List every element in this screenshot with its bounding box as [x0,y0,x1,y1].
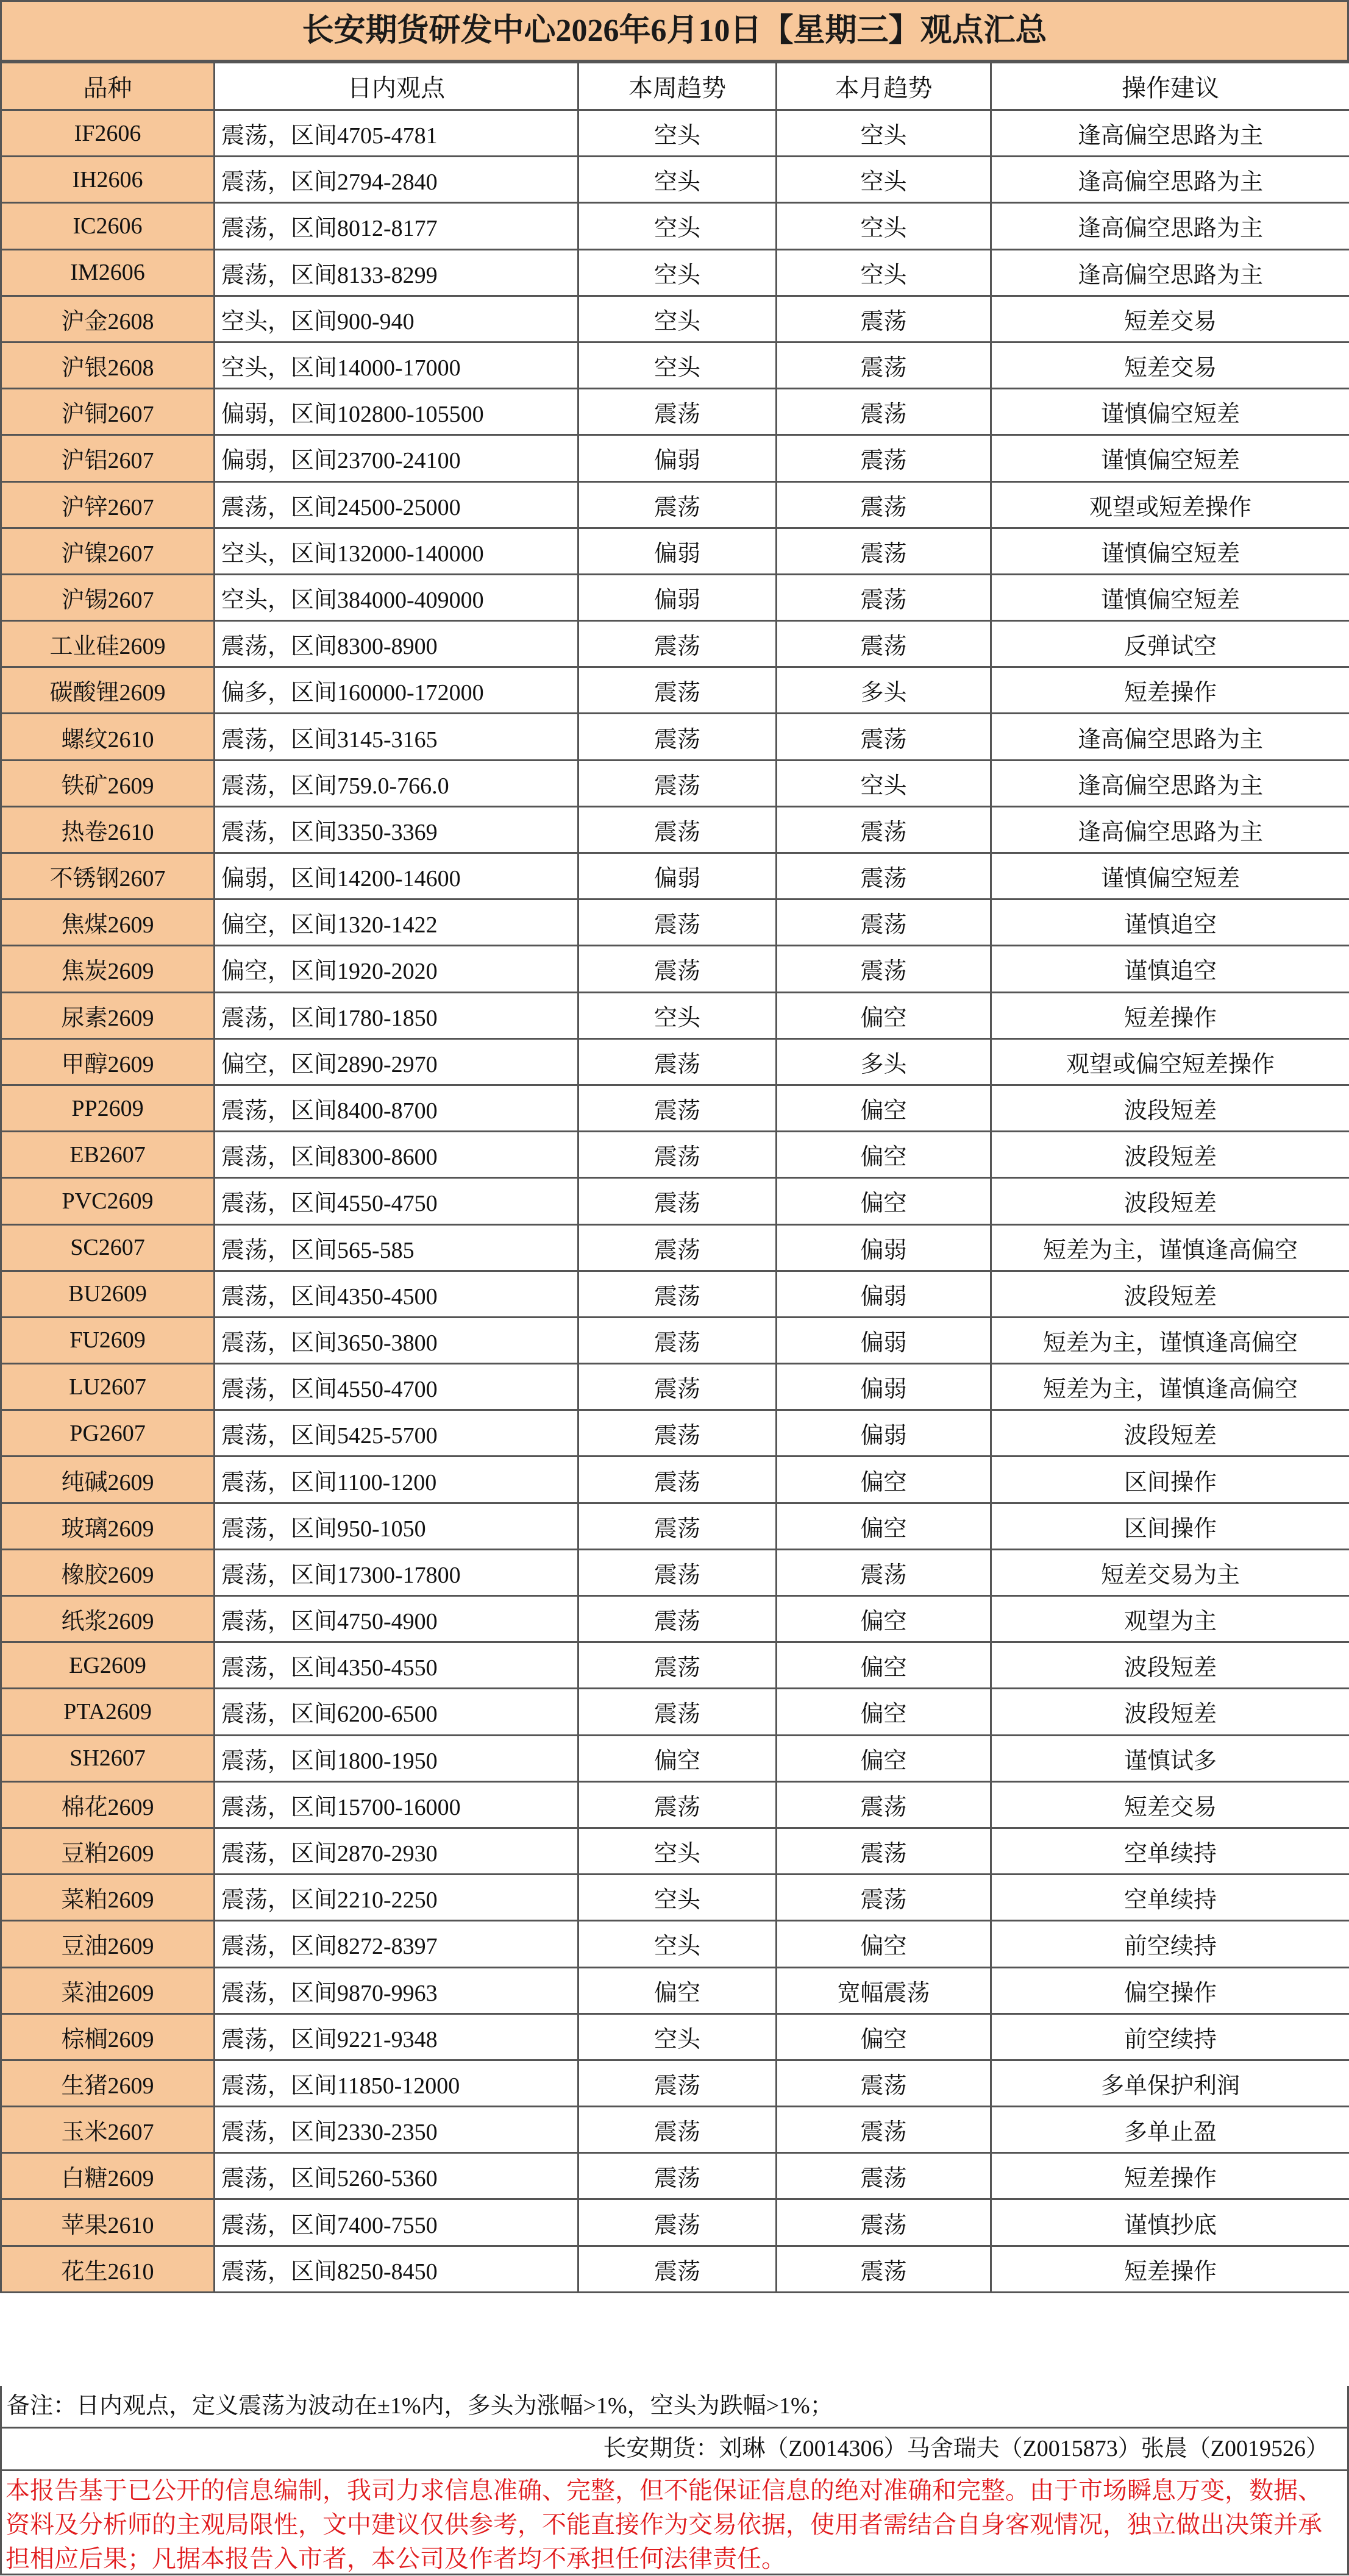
cell-monthly-trend: 偏空 [777,1689,991,1735]
cell-monthly-trend: 空头 [777,110,991,157]
cell-operation-advice: 谨慎试多 [991,1735,1349,1781]
cell-intraday-view: 震荡，区间8250-8450 [215,2246,578,2292]
cell-variety: 沪锌2607 [1,481,215,528]
table-row [1,2014,1349,2060]
cell-operation-advice: 谨慎抄底 [991,2199,1349,2246]
cell-operation-advice: 短差交易 [991,296,1349,342]
cell-weekly-trend: 震荡 [578,2107,777,2153]
cell-variety: 橡胶2609 [1,1549,215,1595]
cell-monthly-trend: 偏空 [777,1457,991,1503]
cell-intraday-view: 震荡，区间8400-8700 [215,1085,578,1131]
cell-monthly-trend: 偏弱 [777,1317,991,1363]
cell-operation-advice: 短差交易 [991,1781,1349,1828]
cell-intraday-view: 震荡，区间4350-4550 [215,1642,578,1689]
cell-intraday-view: 偏空，区间1320-1422 [215,899,578,946]
cell-intraday-view: 偏弱，区间23700-24100 [215,435,578,481]
cell-variety: PVC2609 [1,1178,215,1224]
cell-variety: 白糖2609 [1,2153,215,2199]
cell-operation-advice: 反弹试空 [991,621,1349,667]
header-weekly-trend: 本周趋势 [578,63,777,110]
cell-weekly-trend: 震荡 [578,760,777,806]
cell-weekly-trend: 空头 [578,1875,777,1921]
cell-weekly-trend: 震荡 [578,667,777,714]
cell-monthly-trend: 偏空 [777,1085,991,1131]
cell-operation-advice: 短差操作 [991,2246,1349,2292]
cell-monthly-trend: 空头 [777,203,991,249]
cell-weekly-trend: 偏弱 [578,528,777,574]
views-table-body [1,63,1349,2293]
cell-monthly-trend: 震荡 [777,806,991,853]
table-row [1,946,1349,992]
cell-intraday-view: 震荡，区间759.0-766.0 [215,760,578,806]
cell-variety: LU2607 [1,1364,215,1410]
cell-variety: 尿素2609 [1,992,215,1038]
cell-monthly-trend: 偏空 [777,992,991,1038]
header-monthly-trend: 本月趋势 [777,63,991,110]
table-row [1,2153,1349,2199]
table-row [1,2060,1349,2106]
cell-operation-advice: 短差为主，谨慎逢高偏空 [991,1364,1349,1410]
cell-operation-advice: 逢高偏空思路为主 [991,714,1349,760]
cell-variety: 工业硅2609 [1,621,215,667]
cell-operation-advice: 波段短差 [991,1410,1349,1457]
cell-monthly-trend: 空头 [777,760,991,806]
cell-variety: PP2609 [1,1085,215,1131]
cell-monthly-trend: 震荡 [777,528,991,574]
cell-weekly-trend: 震荡 [578,1271,777,1317]
cell-operation-advice: 区间操作 [991,1503,1349,1549]
cell-weekly-trend: 空头 [578,157,777,203]
cell-variety: EB2607 [1,1132,215,1178]
cell-weekly-trend: 空头 [578,1921,777,1967]
cell-monthly-trend: 震荡 [777,1549,991,1595]
cell-variety: FU2609 [1,1317,215,1363]
table-row [1,2107,1349,2153]
cell-intraday-view: 震荡，区间8012-8177 [215,203,578,249]
cell-operation-advice: 区间操作 [991,1457,1349,1503]
table-row [1,899,1349,946]
table-row [1,621,1349,667]
cell-monthly-trend: 震荡 [777,853,991,899]
table-row [1,1921,1349,1967]
cell-weekly-trend: 偏弱 [578,853,777,899]
cell-operation-advice: 前空续持 [991,1921,1349,1967]
cell-intraday-view: 空头，区间132000-140000 [215,528,578,574]
cell-monthly-trend: 偏弱 [777,1224,991,1271]
cell-operation-advice: 谨慎偏空短差 [991,574,1349,620]
cell-weekly-trend: 震荡 [578,1317,777,1363]
cell-weekly-trend: 震荡 [578,806,777,853]
cell-variety: 碳酸锂2609 [1,667,215,714]
cell-intraday-view: 震荡，区间2870-2930 [215,1828,578,1874]
cell-operation-advice: 波段短差 [991,1132,1349,1178]
table-row [1,249,1349,296]
table-row [1,528,1349,574]
cell-weekly-trend: 震荡 [578,1596,777,1642]
cell-monthly-trend: 空头 [777,157,991,203]
cell-variety: 螺纹2610 [1,714,215,760]
table-row [1,1967,1349,2014]
cell-variety: 纯碱2609 [1,1457,215,1503]
cell-weekly-trend: 空头 [578,110,777,157]
cell-variety: IM2606 [1,249,215,296]
cell-monthly-trend: 震荡 [777,342,991,388]
table-row [1,1503,1349,1549]
cell-weekly-trend: 空头 [578,203,777,249]
cell-monthly-trend: 偏空 [777,1503,991,1549]
cell-operation-advice: 逢高偏空思路为主 [991,806,1349,853]
table-row [1,1642,1349,1689]
table-row [1,110,1349,157]
cell-intraday-view: 震荡，区间3650-3800 [215,1317,578,1363]
table-row [1,1875,1349,1921]
cell-operation-advice: 逢高偏空思路为主 [991,157,1349,203]
cell-operation-advice: 谨慎追空 [991,946,1349,992]
table-row [1,1178,1349,1224]
cell-operation-advice: 短差操作 [991,2153,1349,2199]
cell-variety: 苹果2610 [1,2199,215,2246]
table-row [1,342,1349,388]
cell-intraday-view: 震荡，区间2330-2350 [215,2107,578,2153]
cell-monthly-trend: 震荡 [777,2246,991,2292]
table-row [1,1085,1349,1131]
cell-operation-advice: 空单续持 [991,1828,1349,1874]
table-row [1,481,1349,528]
cell-intraday-view: 震荡，区间8300-8600 [215,1132,578,1178]
table-row [1,1549,1349,1595]
cell-intraday-view: 偏空，区间1920-2020 [215,946,578,992]
cell-variety: 不锈钢2607 [1,853,215,899]
cell-variety: SH2607 [1,1735,215,1781]
cell-weekly-trend: 震荡 [578,389,777,435]
cell-variety: 菜粕2609 [1,1875,215,1921]
cell-operation-advice: 波段短差 [991,1642,1349,1689]
cell-variety: 纸浆2609 [1,1596,215,1642]
analyst-credits: 长安期货：刘琳（Z0014306）马舍瑞夫（Z0015873）张晨（Z0019526） [0,2429,1349,2471]
table-row [1,667,1349,714]
cell-intraday-view: 震荡，区间17300-17800 [215,1549,578,1595]
cell-weekly-trend: 震荡 [578,899,777,946]
cell-monthly-trend: 震荡 [777,621,991,667]
cell-weekly-trend: 震荡 [578,1364,777,1410]
cell-monthly-trend: 震荡 [777,1875,991,1921]
table-row [1,1689,1349,1735]
table-row [1,2199,1349,2246]
cell-weekly-trend: 震荡 [578,1178,777,1224]
report-title: 长安期货研发中心2026年6月10日【星期三】观点汇总 [0,0,1349,62]
cell-monthly-trend: 偏空 [777,1178,991,1224]
cell-monthly-trend: 偏空 [777,1735,991,1781]
cell-intraday-view: 震荡，区间1780-1850 [215,992,578,1038]
table-row [1,1132,1349,1178]
cell-intraday-view: 偏多，区间160000-172000 [215,667,578,714]
cell-variety: 棉花2609 [1,1781,215,1828]
cell-monthly-trend: 震荡 [777,2199,991,2246]
cell-operation-advice: 观望或偏空短差操作 [991,1038,1349,1085]
cell-weekly-trend: 偏弱 [578,435,777,481]
cell-intraday-view: 震荡，区间2794-2840 [215,157,578,203]
table-row [1,714,1349,760]
cell-weekly-trend: 空头 [578,249,777,296]
table-row [1,1317,1349,1363]
cell-weekly-trend: 偏弱 [578,574,777,620]
cell-operation-advice: 前空续持 [991,2014,1349,2060]
cell-monthly-trend: 偏弱 [777,1271,991,1317]
table-row [1,1410,1349,1457]
table-row [1,203,1349,249]
cell-intraday-view: 震荡，区间1100-1200 [215,1457,578,1503]
table-row [1,1735,1349,1781]
cell-operation-advice: 谨慎偏空短差 [991,853,1349,899]
table-row [1,760,1349,806]
cell-operation-advice: 波段短差 [991,1085,1349,1131]
cell-intraday-view: 偏空，区间2890-2970 [215,1038,578,1085]
cell-variety: 沪金2608 [1,296,215,342]
cell-variety: EG2609 [1,1642,215,1689]
cell-monthly-trend: 偏空 [777,1132,991,1178]
cell-variety: 花生2610 [1,2246,215,2292]
cell-variety: 豆粕2609 [1,1828,215,1874]
table-row [1,1364,1349,1410]
cell-intraday-view: 震荡，区间9870-9963 [215,1967,578,2014]
cell-weekly-trend: 震荡 [578,1085,777,1131]
cell-monthly-trend: 偏弱 [777,1410,991,1457]
cell-intraday-view: 震荡，区间8272-8397 [215,1921,578,1967]
table-row [1,157,1349,203]
cell-monthly-trend: 宽幅震荡 [777,1967,991,2014]
cell-intraday-view: 震荡，区间4705-4781 [215,110,578,157]
cell-weekly-trend: 震荡 [578,1689,777,1735]
cell-monthly-trend: 震荡 [777,2060,991,2106]
cell-intraday-view: 空头，区间900-940 [215,296,578,342]
cell-operation-advice: 短差操作 [991,992,1349,1038]
cell-weekly-trend: 震荡 [578,946,777,992]
cell-monthly-trend: 多头 [777,1038,991,1085]
cell-variety: 沪铜2607 [1,389,215,435]
cell-monthly-trend: 多头 [777,667,991,714]
table-row [1,1828,1349,1874]
cell-weekly-trend: 空头 [578,1828,777,1874]
cell-operation-advice: 空单续持 [991,1875,1349,1921]
cell-monthly-trend: 震荡 [777,481,991,528]
table-row [1,1038,1349,1085]
table-row [1,1596,1349,1642]
table-row [1,1781,1349,1828]
cell-operation-advice: 短差交易 [991,342,1349,388]
cell-weekly-trend: 震荡 [578,1503,777,1549]
cell-variety: 铁矿2609 [1,760,215,806]
cell-monthly-trend: 震荡 [777,574,991,620]
cell-monthly-trend: 震荡 [777,899,991,946]
cell-operation-advice: 谨慎偏空短差 [991,389,1349,435]
cell-weekly-trend: 震荡 [578,714,777,760]
cell-variety: 玉米2607 [1,2107,215,2153]
cell-intraday-view: 震荡，区间5260-5360 [215,2153,578,2199]
cell-monthly-trend: 震荡 [777,389,991,435]
cell-weekly-trend: 震荡 [578,2153,777,2199]
cell-monthly-trend: 震荡 [777,1781,991,1828]
cell-weekly-trend: 偏空 [578,1735,777,1781]
table-header-row [1,63,1349,110]
header-operation-advice: 操作建议 [991,63,1349,110]
cell-intraday-view: 震荡，区间11850-12000 [215,2060,578,2106]
cell-intraday-view: 震荡，区间4550-4750 [215,1178,578,1224]
cell-monthly-trend: 偏空 [777,1596,991,1642]
cell-monthly-trend: 偏空 [777,1642,991,1689]
header-variety: 品种 [1,63,215,110]
table-row [1,389,1349,435]
cell-monthly-trend: 空头 [777,249,991,296]
cell-intraday-view: 偏弱，区间14200-14600 [215,853,578,899]
cell-weekly-trend: 空头 [578,296,777,342]
cell-intraday-view: 震荡，区间4750-4900 [215,1596,578,1642]
cell-intraday-view: 震荡，区间565-585 [215,1224,578,1271]
header-intraday-view: 日内观点 [215,63,578,110]
cell-weekly-trend: 震荡 [578,1549,777,1595]
table-row [1,435,1349,481]
table-row [1,1457,1349,1503]
cell-operation-advice: 多单止盈 [991,2107,1349,2153]
cell-weekly-trend: 震荡 [578,1457,777,1503]
cell-variety: 焦炭2609 [1,946,215,992]
cell-variety: IH2606 [1,157,215,203]
cell-operation-advice: 逢高偏空思路为主 [991,760,1349,806]
cell-operation-advice: 谨慎追空 [991,899,1349,946]
cell-weekly-trend: 震荡 [578,1038,777,1085]
cell-intraday-view: 偏弱，区间102800-105500 [215,389,578,435]
table-row [1,992,1349,1038]
cell-weekly-trend: 偏空 [578,1967,777,2014]
cell-intraday-view: 震荡，区间8300-8900 [215,621,578,667]
cell-monthly-trend: 震荡 [777,435,991,481]
table-row [1,853,1349,899]
cell-operation-advice: 偏空操作 [991,1967,1349,2014]
cell-intraday-view: 震荡，区间15700-16000 [215,1781,578,1828]
cell-operation-advice: 逢高偏空思路为主 [991,110,1349,157]
cell-variety: 棕榈2609 [1,2014,215,2060]
cell-operation-advice: 观望或短差操作 [991,481,1349,528]
cell-weekly-trend: 震荡 [578,2199,777,2246]
views-table [0,62,1349,2293]
cell-variety: IC2606 [1,203,215,249]
cell-monthly-trend: 震荡 [777,2153,991,2199]
cell-monthly-trend: 震荡 [777,946,991,992]
cell-variety: BU2609 [1,1271,215,1317]
cell-operation-advice: 逢高偏空思路为主 [991,249,1349,296]
cell-intraday-view: 震荡，区间2210-2250 [215,1875,578,1921]
cell-variety: PG2607 [1,1410,215,1457]
cell-intraday-view: 震荡，区间4550-4700 [215,1364,578,1410]
cell-operation-advice: 短差为主，谨慎逢高偏空 [991,1317,1349,1363]
cell-variety: 生猪2609 [1,2060,215,2106]
cell-weekly-trend: 震荡 [578,621,777,667]
table-row [1,1271,1349,1317]
cell-monthly-trend: 偏空 [777,1921,991,1967]
cell-weekly-trend: 震荡 [578,1132,777,1178]
cell-intraday-view: 震荡，区间6200-6500 [215,1689,578,1735]
legal-disclaimer: 本报告基于已公开的信息编制，我司力求信息准确、完整，但不能保证信息的绝对准确和完整。由于市场瞬息万变，数据、资料及分析师的主观局限性，文中建议仅供参考，不能直接作为交易依据，使用者需结合自身客观情况，独立做出决策并承担相应后果；凡据本报告入市者，本公司及作者均不承担任何法律责任。 [0,2471,1349,2575]
cell-variety: 沪银2608 [1,342,215,388]
cell-monthly-trend: 震荡 [777,2107,991,2153]
cell-monthly-trend: 震荡 [777,296,991,342]
cell-monthly-trend: 震荡 [777,1828,991,1874]
cell-intraday-view: 震荡，区间3350-3369 [215,806,578,853]
cell-operation-advice: 谨慎偏空短差 [991,528,1349,574]
cell-intraday-view: 震荡，区间8133-8299 [215,249,578,296]
cell-intraday-view: 震荡，区间950-1050 [215,1503,578,1549]
cell-operation-advice: 短差操作 [991,667,1349,714]
cell-variety: 甲醇2609 [1,1038,215,1085]
cell-intraday-view: 震荡，区间1800-1950 [215,1735,578,1781]
cell-operation-advice: 观望为主 [991,1596,1349,1642]
cell-weekly-trend: 空头 [578,992,777,1038]
cell-weekly-trend: 震荡 [578,1224,777,1271]
cell-variety: SC2607 [1,1224,215,1271]
cell-operation-advice: 波段短差 [991,1271,1349,1317]
cell-variety: IF2606 [1,110,215,157]
cell-operation-advice: 波段短差 [991,1689,1349,1735]
cell-monthly-trend: 震荡 [777,714,991,760]
cell-weekly-trend: 空头 [578,342,777,388]
cell-variety: 沪铝2607 [1,435,215,481]
cell-monthly-trend: 偏空 [777,2014,991,2060]
cell-intraday-view: 空头，区间14000-17000 [215,342,578,388]
cell-intraday-view: 震荡，区间7400-7550 [215,2199,578,2246]
cell-weekly-trend: 震荡 [578,481,777,528]
cell-intraday-view: 震荡，区间4350-4500 [215,1271,578,1317]
cell-variety: 菜油2609 [1,1967,215,2014]
cell-monthly-trend: 偏弱 [777,1364,991,1410]
cell-operation-advice: 波段短差 [991,1178,1349,1224]
cell-intraday-view: 震荡，区间3145-3165 [215,714,578,760]
table-row [1,2246,1349,2292]
table-row [1,574,1349,620]
cell-intraday-view: 震荡，区间5425-5700 [215,1410,578,1457]
cell-operation-advice: 多单保护利润 [991,2060,1349,2106]
cell-variety: 沪锡2607 [1,574,215,620]
table-row [1,296,1349,342]
cell-variety: 热卷2610 [1,806,215,853]
cell-variety: 豆油2609 [1,1921,215,1967]
cell-operation-advice: 谨慎偏空短差 [991,435,1349,481]
cell-variety: 沪镍2607 [1,528,215,574]
table-row [1,806,1349,853]
cell-weekly-trend: 震荡 [578,2060,777,2106]
cell-operation-advice: 逢高偏空思路为主 [991,203,1349,249]
cell-variety: 焦煤2609 [1,899,215,946]
cell-variety: PTA2609 [1,1689,215,1735]
cell-intraday-view: 震荡，区间9221-9348 [215,2014,578,2060]
cell-weekly-trend: 空头 [578,2014,777,2060]
cell-operation-advice: 短差为主，谨慎逢高偏空 [991,1224,1349,1271]
cell-weekly-trend: 震荡 [578,1781,777,1828]
remark-note: 备注：日内观点，定义震荡为波动在±1%内，多头为涨幅>1%，空头为跌幅>1%； [0,2386,1349,2429]
cell-intraday-view: 震荡，区间24500-25000 [215,481,578,528]
table-row [1,1224,1349,1271]
cell-variety: 玻璃2609 [1,1503,215,1549]
cell-weekly-trend: 震荡 [578,1642,777,1689]
cell-operation-advice: 短差交易为主 [991,1549,1349,1595]
cell-weekly-trend: 震荡 [578,1410,777,1457]
cell-intraday-view: 空头，区间384000-409000 [215,574,578,620]
cell-weekly-trend: 震荡 [578,2246,777,2292]
